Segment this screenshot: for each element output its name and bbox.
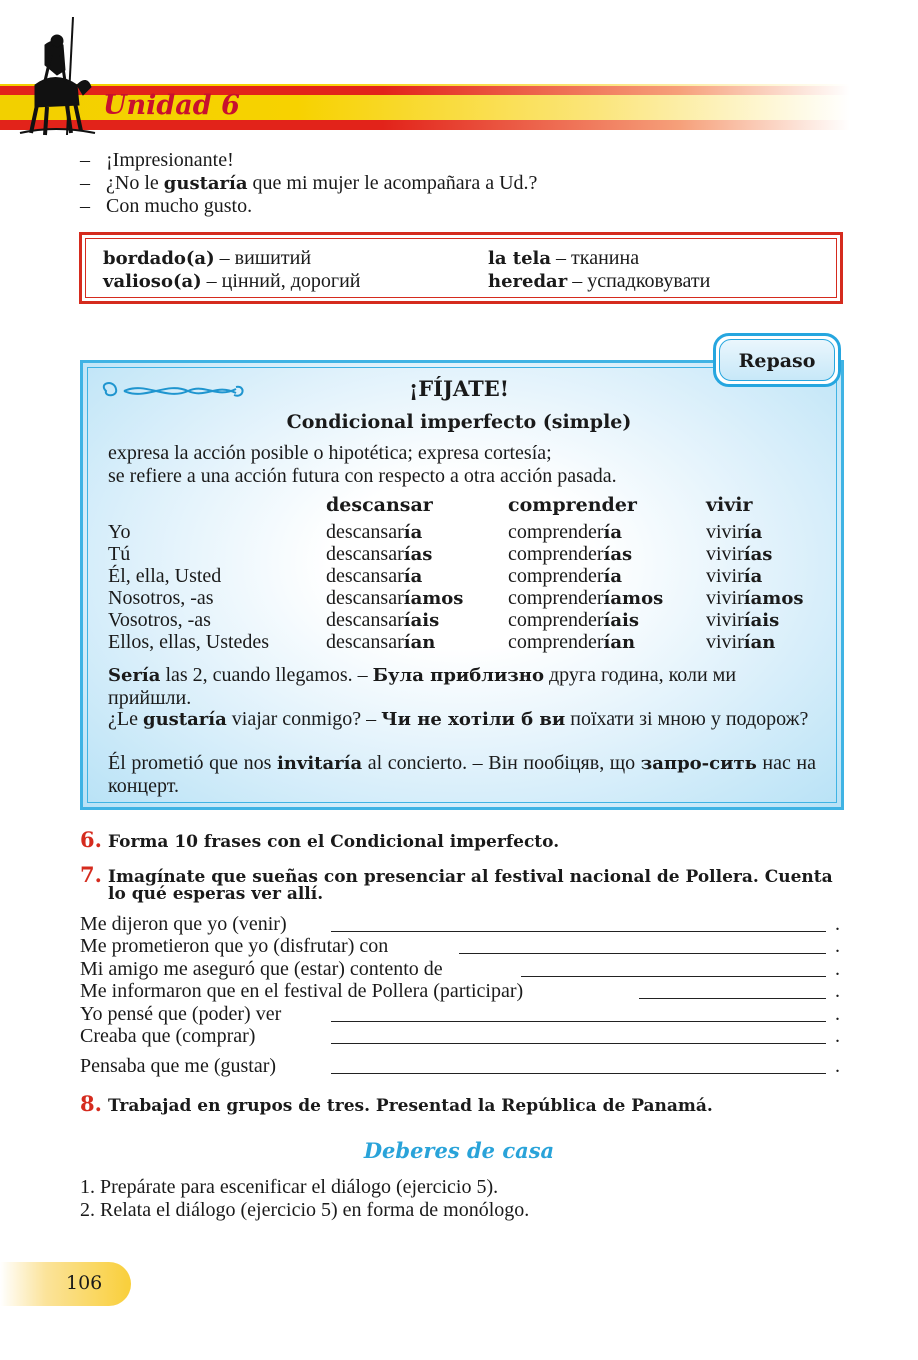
fill-prompt: Creaba que (comprar) <box>80 1025 256 1047</box>
homework-title: Deberes de casa <box>363 1138 555 1163</box>
period: . <box>835 935 840 957</box>
fill-line <box>80 958 840 980</box>
header-stripe-bottom <box>0 120 850 130</box>
period: . <box>835 1025 840 1047</box>
vocab-entry: bordado(a) – вишитий <box>103 247 312 269</box>
grammar-description: expresa la acción posible o hipotética; expresa cortesía; <box>108 442 552 464</box>
verb-form: viviríamos <box>706 587 804 609</box>
verb-form: vivirías <box>706 543 773 565</box>
verb-form: viviría <box>706 565 763 587</box>
task-6: 6. Forma 10 frases con el Condicional imperfecto. <box>80 827 560 852</box>
dash: – <box>80 172 90 194</box>
pronoun: Ellos, ellas, Ustedes <box>108 631 270 653</box>
fill-line <box>80 913 840 935</box>
dialog-text: ¿No le <box>106 172 164 194</box>
verb-form: viviría <box>706 521 763 543</box>
dialog-line <box>80 195 537 218</box>
verb-form: comprendería <box>508 565 623 587</box>
unit-title: Unidad 6 <box>103 90 240 121</box>
dialog-line <box>80 149 537 172</box>
fill-prompt: Me dijeron que yo (venir) <box>80 913 287 935</box>
vocab-entry: heredar – успадковувати <box>488 270 711 292</box>
dialog-text: que mi mujer le acompañara a Ud.? <box>247 172 538 194</box>
fill-prompt: Me informaron que en el festival de Pollera (participar) <box>80 980 524 1002</box>
pronoun: Vosotros, -as <box>108 609 211 631</box>
blank-line[interactable] <box>331 1021 826 1022</box>
blank-line[interactable] <box>331 1073 826 1074</box>
example-sentence: Él prometió que nos invitaría al concierto. – Він пообіцяв, що запро-сить нас на концерт. <box>108 752 817 797</box>
verb-form: descansarían <box>326 631 436 653</box>
period: . <box>835 980 840 1002</box>
verb-header: comprender <box>508 494 637 516</box>
fill-prompt: Mi amigo me aseguró que (estar) contento de <box>80 958 443 980</box>
fill-line <box>80 935 840 957</box>
verb-form: vivirían <box>706 631 776 653</box>
fill-line <box>80 1003 840 1025</box>
verb-form: descansaríais <box>326 609 440 631</box>
verb-form: comprenderían <box>508 631 636 653</box>
vocabulary-box <box>79 232 843 304</box>
homework-item: 2. Relata el diálogo (ejercicio 5) en forma de monólogo. <box>80 1199 530 1221</box>
verb-form: descansarías <box>326 543 433 565</box>
fill-line <box>80 980 840 1002</box>
don-quixote-icon <box>15 15 100 145</box>
grammar-title: ¡FÍJATE! <box>409 376 509 401</box>
dash: – <box>80 195 90 217</box>
task-7-cont: lo qué esperas ver allí. <box>108 884 324 904</box>
verb-header: descansar <box>326 494 433 516</box>
page-number: 106 <box>66 1272 103 1294</box>
blank-line[interactable] <box>521 976 826 977</box>
repaso-label: Repaso <box>719 339 835 381</box>
task-8: 8. Trabajad en grupos de tres. Presentad la República de Panamá. <box>80 1091 713 1116</box>
verb-form: viviríais <box>706 609 780 631</box>
fill-prompt: Pensaba que me (gustar) <box>80 1055 277 1077</box>
blank-line[interactable] <box>331 931 826 932</box>
period: . <box>835 913 840 935</box>
period: . <box>835 1003 840 1025</box>
verb-header: vivir <box>706 494 753 516</box>
grammar-subtitle: Condicional imperfecto (simple) <box>286 411 632 433</box>
dialog <box>80 149 537 218</box>
pronoun: Yo <box>108 521 131 543</box>
period: . <box>835 958 840 980</box>
blank-line[interactable] <box>639 998 826 999</box>
vocab-entry: valioso(a) – цінний, дорогий <box>103 270 361 292</box>
verb-form: comprenderíais <box>508 609 639 631</box>
example-sentence: ¿Le gustaría viajar conmigo? – Чи не хотіли б ви поїхати зі мною у подорож? <box>108 708 809 730</box>
fill-line <box>80 1055 840 1077</box>
blank-line[interactable] <box>331 1043 826 1044</box>
fill-line <box>80 1025 840 1047</box>
fill-prompt: Me prometieron que yo (disfrutar) con <box>80 935 389 957</box>
pronoun: Él, ella, Usted <box>108 565 222 587</box>
grammar-description: se refiere a una acción futura con respecto a otra acción pasada. <box>108 465 617 487</box>
verb-form: comprenderías <box>508 543 633 565</box>
dash: – <box>80 149 90 171</box>
verb-form: comprendería <box>508 521 623 543</box>
task-7: 7. Imagínate que sueñas con presenciar al festival nacional de Pollera. Cuenta <box>80 862 833 887</box>
fill-prompt: Yo pensé que (poder) ver <box>80 1003 282 1025</box>
period: . <box>835 1055 840 1077</box>
dialog-line <box>80 172 537 195</box>
verb-form: descansaría <box>326 521 423 543</box>
dialog-text: Con mucho gusto. <box>106 195 253 217</box>
verb-form: comprenderíamos <box>508 587 664 609</box>
homework-item: 1. Prepárate para escenificar el diálogo (ejercicio 5). <box>80 1176 499 1198</box>
verb-form: descansaríamos <box>326 587 464 609</box>
pronoun: Nosotros, -as <box>108 587 214 609</box>
dialog-text: ¡Impresionante! <box>106 149 234 171</box>
example-sentence: Sería las 2, cuando llegamos. – Була приблизно друга година, коли ми прийшли. <box>108 664 737 709</box>
verb-form: descansaría <box>326 565 423 587</box>
pronoun: Tú <box>108 543 131 565</box>
dialog-bold: gustaría <box>163 173 248 194</box>
blank-line[interactable] <box>459 953 826 954</box>
vocab-entry: la tela – тканина <box>488 247 640 269</box>
